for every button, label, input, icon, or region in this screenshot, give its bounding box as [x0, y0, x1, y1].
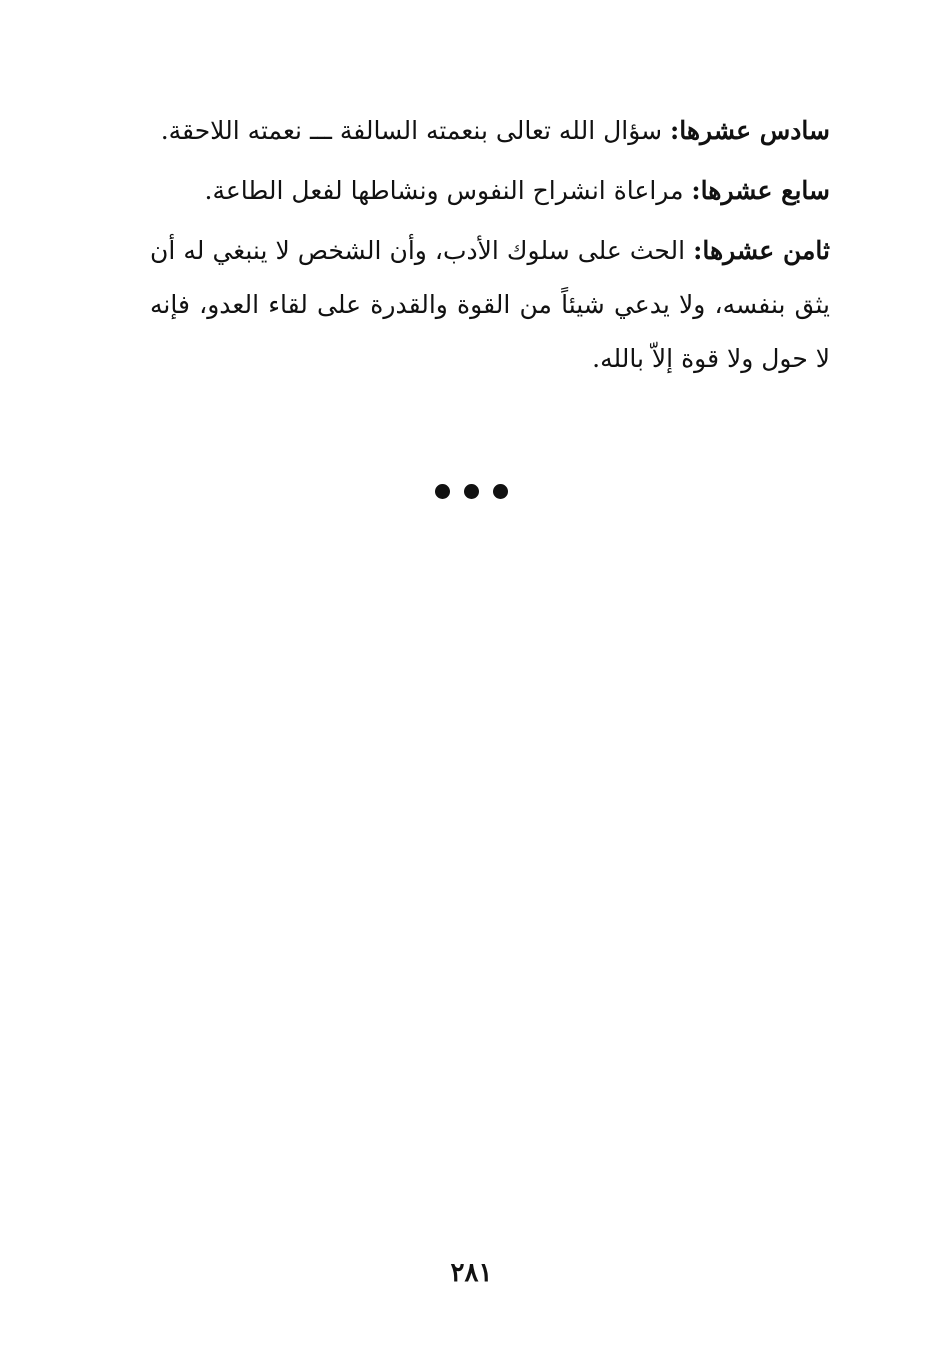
ornament-dot: [435, 484, 450, 499]
paragraph-17-lead: سابع عشرها:: [691, 176, 830, 205]
ornament-dot: [493, 484, 508, 499]
paragraph-18: [150, 224, 830, 386]
paragraph-17-body: مراعاة انشراح النفوس ونشاطها لفعل الطاعة.: [204, 176, 692, 205]
section-end-ornament: [0, 484, 943, 499]
paragraph-18-body: الحث على سلوك الأدب، وأن الشخص لا ينبغي له أن يثق بنفسه، ولا يدعي شيئاً من القوة والقدرة على لقاء العدو، فإنه لا حول ولا قوة إلاّ بالله.: [150, 236, 830, 373]
ornament-dot: [464, 484, 479, 499]
paragraph-16-body: سؤال الله تعالى بنعمته السالفة ـــ نعمته اللاحقة.: [160, 116, 671, 145]
paragraph-16: [150, 104, 830, 158]
paragraph-16-lead: سادس عشرها:: [670, 116, 830, 145]
paragraph-17: [150, 164, 830, 218]
page-number: ٢٨١: [450, 1258, 493, 1288]
paragraph-18-lead: ثامن عشرها:: [693, 236, 831, 265]
text-block: [150, 104, 830, 392]
